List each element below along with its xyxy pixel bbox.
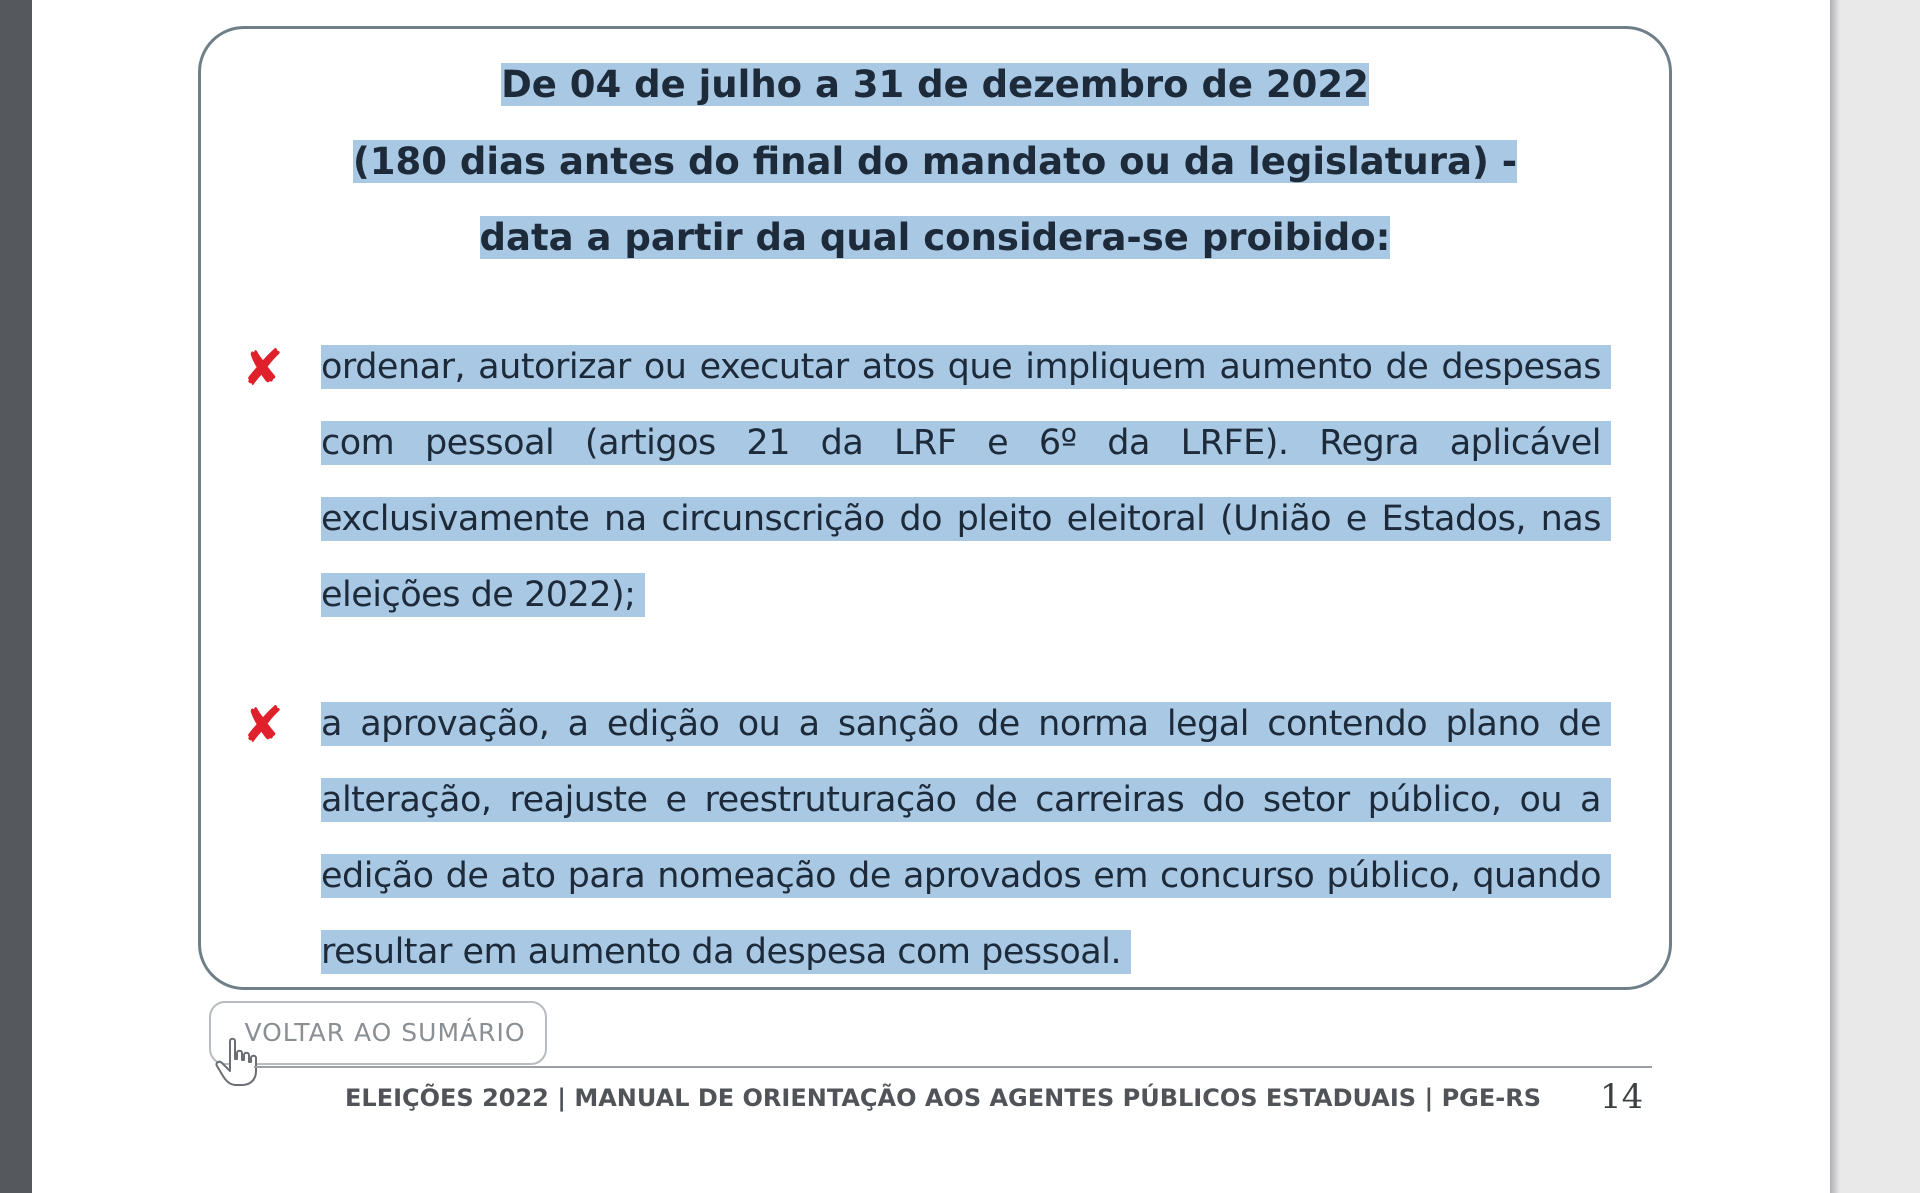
footer-text: ELEIÇÕES 2022 | MANUAL DE ORIENTAÇÃO AOS AGENTES PÚBLICOS ESTADUAIS | PGE-RS <box>345 1084 1541 1112</box>
voltar-ao-sumario-button[interactable]: VOLTAR AO SUMÁRIO <box>209 1001 547 1065</box>
x-mark-icon: ✘ <box>242 339 284 397</box>
prohibition-item-1-text[interactable]: ordenar, autorizar ou executar atos que impliquem aumento de despesas com pessoal (artigos 21 da LRF e 6º da LRFE). Regra aplicável exclusivamente na circunscrição do pleito eleitoral (União e Estados, nas eleições de 2022); <box>321 345 1611 617</box>
heading-line-3-text[interactable]: data a partir da qual considera-se proibido: <box>479 216 1391 259</box>
heading-line-2[interactable] <box>198 137 1672 187</box>
prohibition-item-1[interactable] <box>321 329 1611 633</box>
page-number: 14 <box>1600 1077 1644 1117</box>
heading-line-3[interactable] <box>198 213 1672 263</box>
heading-line-1[interactable] <box>198 60 1672 110</box>
heading-line-2-text[interactable]: (180 dias antes do final do mandato ou da legislatura) - <box>352 140 1518 183</box>
heading-line-1-text[interactable]: De 04 de julho a 31 de dezembro de 2022 <box>501 63 1369 106</box>
page-shadow <box>1830 0 1840 1193</box>
prohibition-item-2[interactable] <box>321 686 1611 990</box>
prohibition-item-2-text[interactable]: a aprovação, a edição ou a sanção de norma legal contendo plano de alteração, reajuste e reestruturação de carreiras do setor público, ou a edição de ato para nomeação de aprovados em concurso público, quando resultar em aumento da despesa com pessoal. <box>321 702 1611 974</box>
footer-divider <box>254 1066 1652 1068</box>
x-mark-icon: ✘ <box>242 696 284 754</box>
viewer-gutter <box>1830 0 1920 1193</box>
hand-pointer-icon <box>212 1035 266 1089</box>
